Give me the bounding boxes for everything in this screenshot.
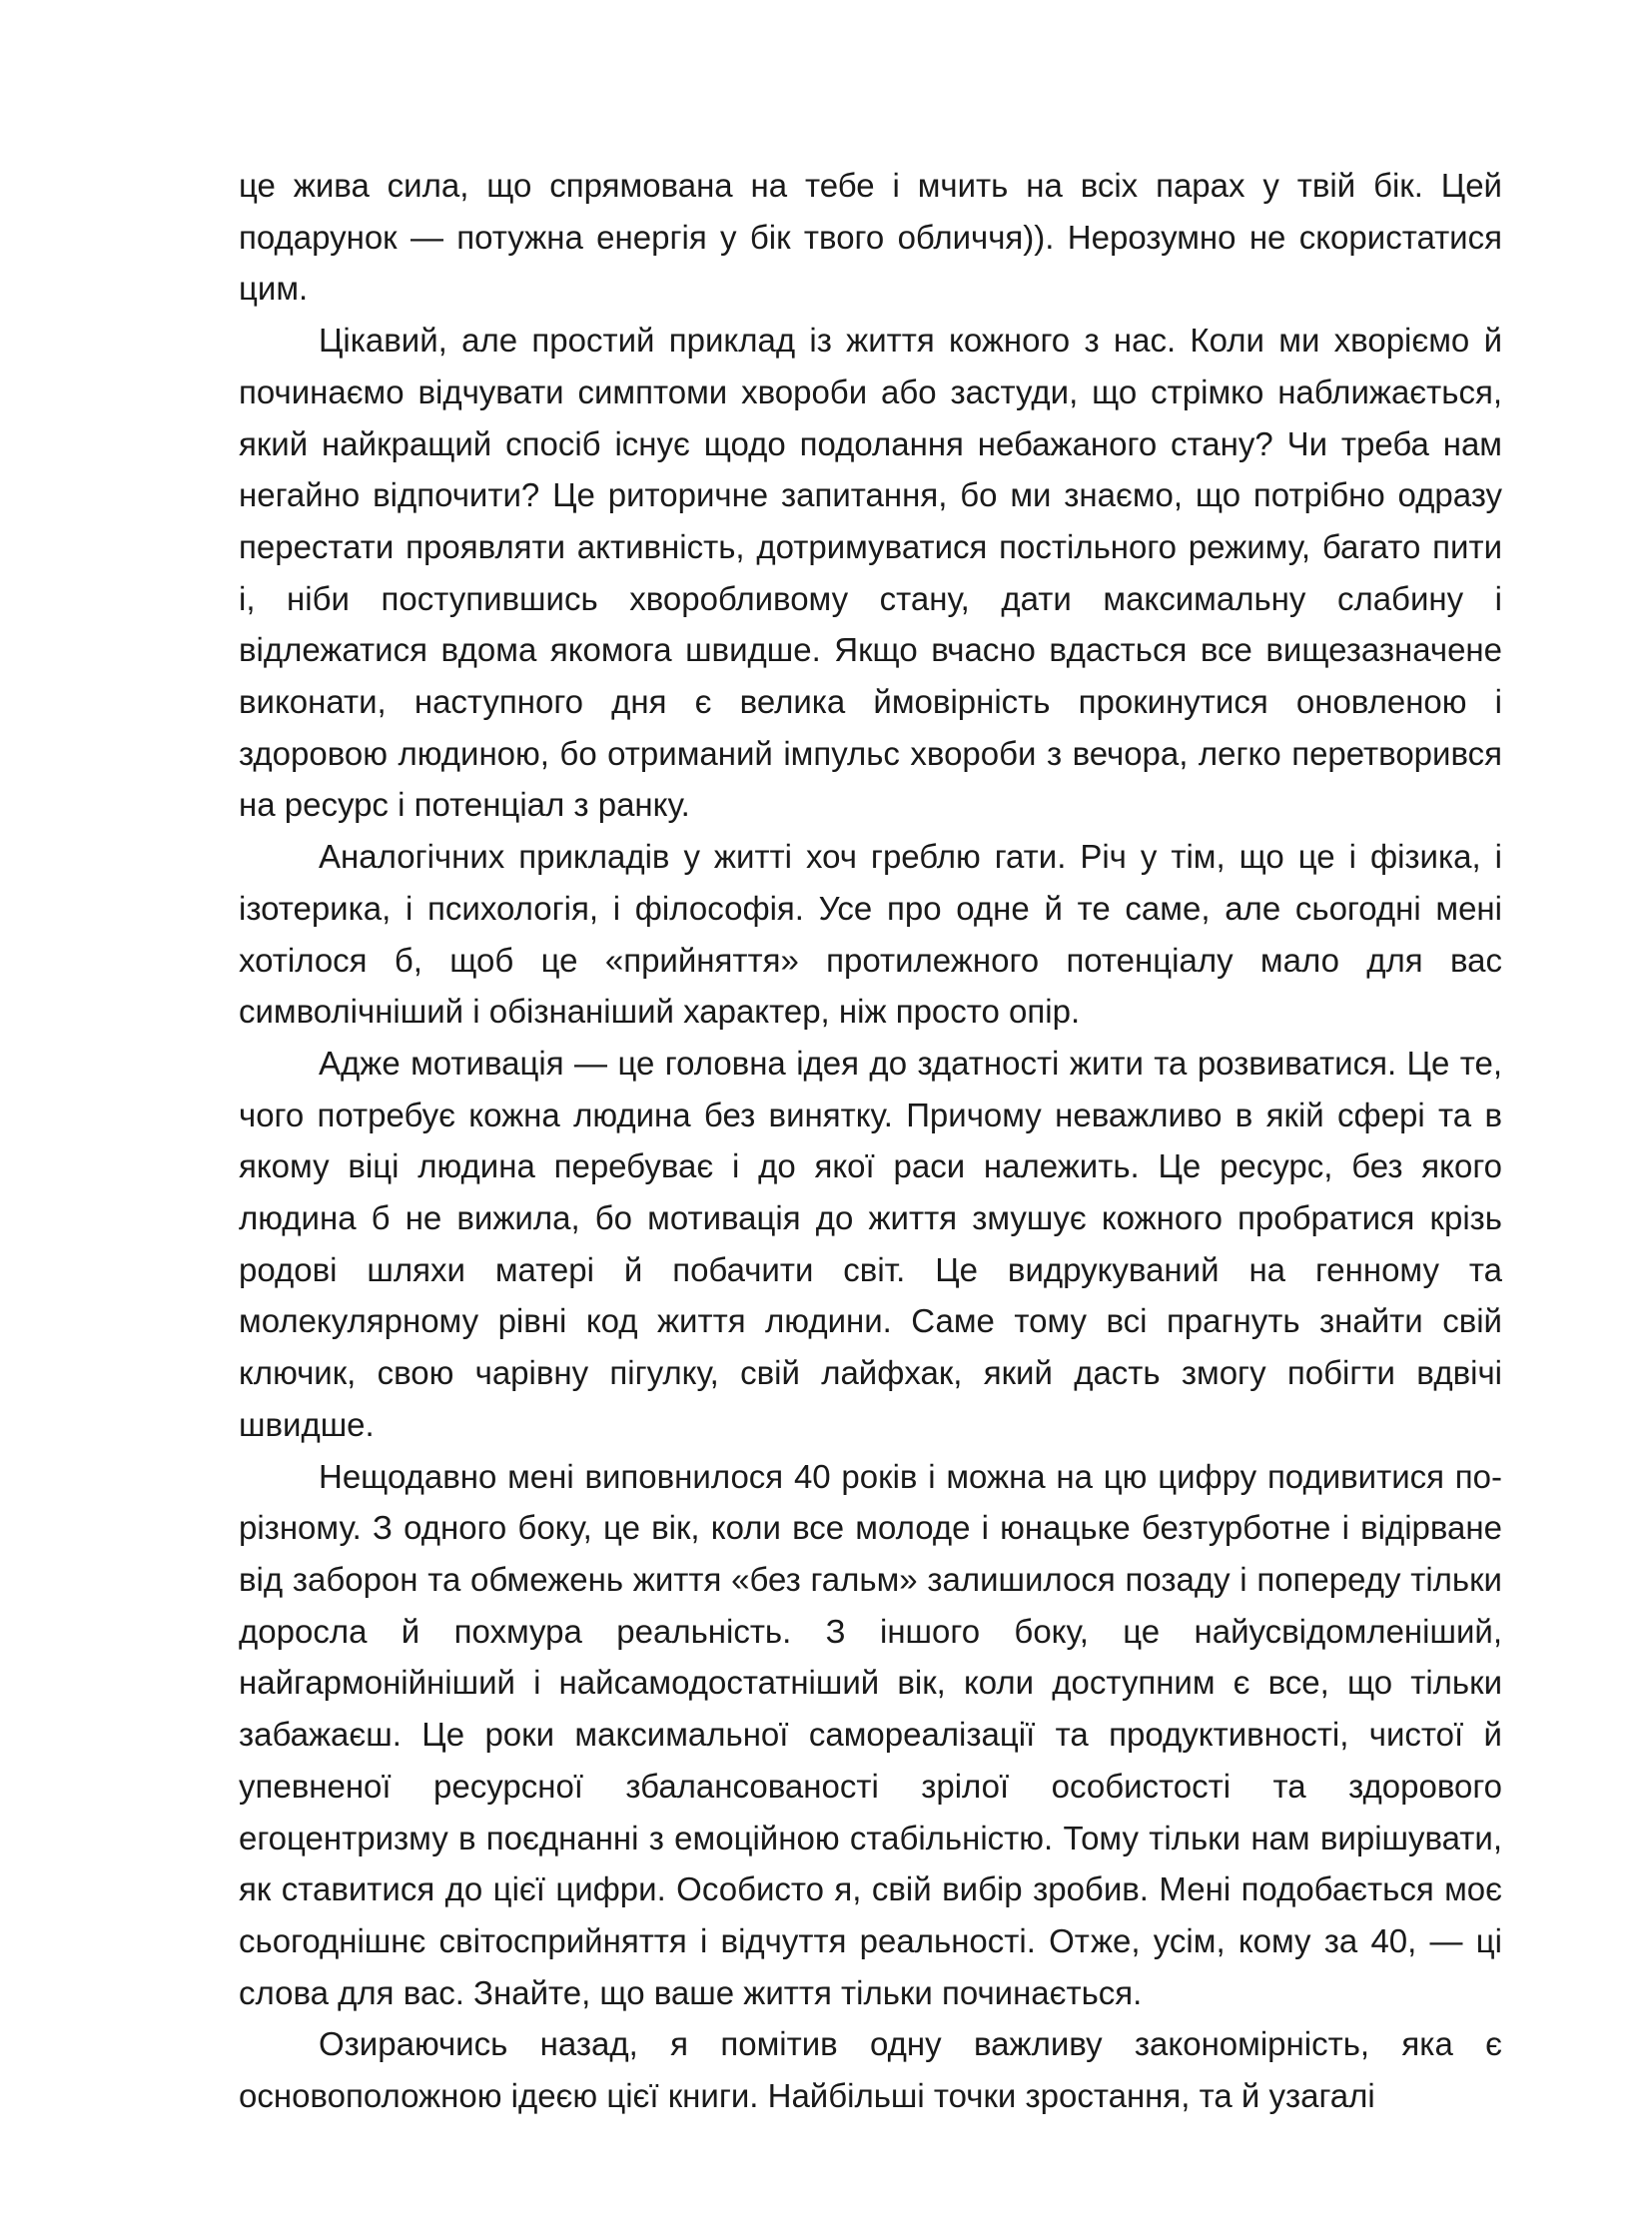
document-page: [239, 160, 1502, 2122]
paragraph-looking-back: Озираючись назад, я помітив одну важливу закономірність, яка є основоположною ідеєю цієї книги. Найбільші точки зростання, та й узагалі: [239, 2025, 1502, 2115]
paragraph-illness-example: Цікавий, але простий приклад із життя кожного з нас. Коли ми хворіємо й починаємо відчувати симптоми хвороби або застуди, що стрімко наближається, який найкращий спосіб існує щодо подолання небажаного стану? Чи треба нам негайно відпочити? Це риторичне запитання, бо ми знаємо, що потрібно одразу перестати проявляти активність, дотримуватися постільного режиму, багато пити і, ніби поступившись хворобливому стану, дати максимальну слабину і відлежатися вдома якомога швидше. Якщо вчасно вдасться все вищезазначене виконати, наступного дня є велика ймовірність прокинутися оновленою і здоровою людиною, бо отриманий імпульс хвороби з вечора, легко перетворився на ресурс і потенціал з ранку.: [239, 322, 1502, 824]
paragraph-forty-years: Нещодавно мені виповнилося 40 років і можна на цю цифру подивитися по-різному. З одного боку, це вік, коли все молоде і юнацьке безтурботне і відірване від заборон та обмежень життя «без гальм» залишилося позаду і попереду тільки доросла й похмура реальність. З іншого боку, це найусвідомленіший, найгармонійніший і найсамодостатніший вік, коли доступним є все, що тільки забажаєш. Це роки максимальної самореалізації та продуктивності, чистої й упевненої ресурсної збалансованості зрілої особистості та здорового егоцентризму в поєднанні з емоційною стабільністю. Тому тільки нам вирішувати, як ставитися до цієї цифри. Особисто я, свій вибір зробив. Мені подобається моє сьогоднішнє світосприйняття і відчуття реальності. Отже, усім, кому за 40, — ці слова для вас. Знайте, що ваше життя тільки починається.: [239, 1457, 1502, 2011]
paragraph-analogous-examples: Аналогічних прикладів у житті хоч греблю гати. Річ у тім, що це і фізика, і ізотерика, і психологія, і філософія. Усе про одне й те саме, але сьогодні мені хотілося б, щоб це «прийняття» протилежного потенціалу мало для вас символічніший і обізнаніший характер, ніж просто опір.: [239, 838, 1502, 1031]
paragraph-continuation: це жива сила, що спрямована на тебе і мчить на всіх парах у твій бік. Цей подарунок — потужна енергія у бік твого обличчя)). Нерозумно не скористатися цим.: [239, 167, 1502, 308]
paragraph-motivation: Адже мотивація — це головна ідея до здатності жити та розвиватися. Це те, чого потребує кожна людина без винятку. Причому неважливо в якій сфері та в якому віці людина перебуває і до якої раси належить. Це ресурс, без якого людина б не вижила, бо мотивація до життя змушує кожного пробратися крізь родові шляхи матері й побачити світ. Це видрукуваний на генному та молекулярному рівні код життя людини. Саме тому всі прагнуть знайти свій ключик, свою чарівну пігулку, свій лайфхак, який дасть змогу побігти вдвічі швидше.: [239, 1044, 1502, 1443]
